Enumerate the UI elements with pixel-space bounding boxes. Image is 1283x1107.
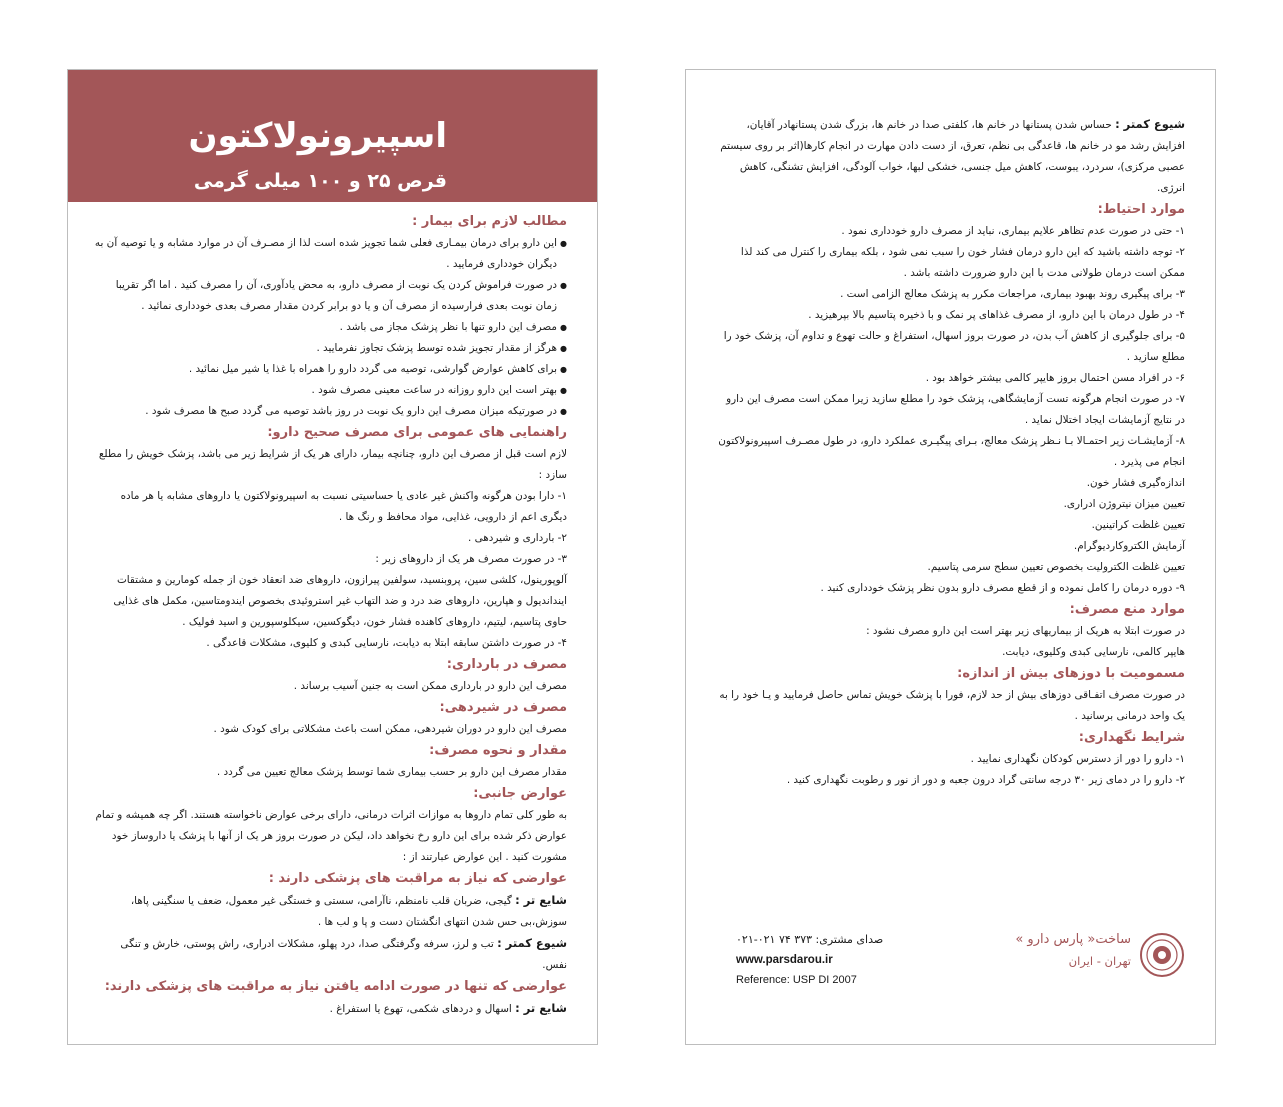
precaution-item: ۱- حتی در صورت عدم تظاهر علایم بیماری، نباید از مصرف دارو خودداری نمود . <box>841 225 1185 237</box>
manufacturer-city: تهران - ایران <box>1068 954 1131 968</box>
less-common-label-right: شیوع کمتر : <box>1115 117 1185 131</box>
patient-note-item: ● هرگز از مقدار تجویز شده توسط پزشک تجاوز نفرمایید . <box>94 338 567 359</box>
precaution-item: ۲- توجه داشته باشید که این دارو درمان فشار خون را سبب نمی شود ، بلکه بیماری را کنترل می کند لذا ممکن است درمان طولانی مدت با این دارو ضرورت داشته باشد . <box>740 246 1185 279</box>
drug-title: اسپیرونولاکتون <box>188 116 447 156</box>
overdose-heading: مسمومیت با دوزهای بیش از اندازه: <box>957 666 1185 681</box>
precautions-heading: موارد احتیاط: <box>1097 202 1185 217</box>
contact-block <box>736 930 936 990</box>
less-common-continued <box>714 114 1185 199</box>
usage-intro: لازم است قبل از مصرف این دارو، چنانچه بیمار، دارای هر یک از شرایط زیر می باشد، پزشک خویش را مطلع سازد : <box>98 448 567 481</box>
patient-note-item: ● برای کاهش عوارض گوارشی، توصیه می گردد دارو را همراه با غذا یا شیر میل نمائید . <box>94 359 567 380</box>
contraindications-text: در صورت ابتلا به هریک از بیماریهای زیر بهتر است این دارو مصرف نشود : <box>866 625 1185 637</box>
persistent-effects <box>94 998 567 1020</box>
manufacturer-name: ساخت« پارس دارو » <box>1015 932 1131 947</box>
patient-notes-heading: مطالب لازم برای بیمار : <box>412 214 567 229</box>
pars-darou-seal-icon <box>1139 932 1185 978</box>
attention-effects-heading: عوارضی که نیاز به مراقبت های پزشکی دارند : <box>268 871 567 886</box>
persistent-text: اسهال و دردهای شکمی، تهوع یا استفراغ . <box>329 1003 512 1015</box>
precaution-item: ۸- آزمایشـات زیر احتمـالا بـا نـظر پزشک معالج، بـرای پیگیـری عملکرد دارو، در طول مصـرف اسپیرونولاکتون انجام می پذیرد . <box>718 435 1185 468</box>
drug-strength-subtitle: قرص ۲۵ و ۱۰۰ میلی گرمی <box>193 170 447 192</box>
usage-condition-item: ۴- در صورت داشتن سابقه ابتلا به دیابت، نارسایی کبدی و کلیوی، مشکلات قاعدگی . <box>206 637 567 649</box>
usage-guide-heading: راهنمایی های عمومی برای مصرف صحیح دارو: <box>267 425 567 440</box>
patient-note-item: ● مصرف این دارو تنها با نظر پزشک مجاز می باشد . <box>94 317 567 338</box>
storage-item: ۲- دارو را در دمای زیر ۳۰ درجه سانتی گراد درون جعبه و دور از نور و رطوبت نگهداری کنید . <box>786 774 1185 786</box>
side-effects-text: به طور کلی تمام داروها به موازات اثرات درمانی، دارای برخی عوارض ناخواسته هستند. اگر چه همیشه و تمام عوارض ذکر شده برای این دارو رخ نخواهد داد، لیکن در صورت بروز هر یک از آنها با پزشک یا داروساز خود مشورت کنید . این عوارض عبارتند از : <box>95 809 567 863</box>
precaution-item: ۴- در طول درمان با این دارو، از مصرف غذاهای پر نمک و با ذخیره پتاسیم بالا بپرهیزید . <box>808 309 1185 321</box>
less-common-effects <box>94 933 567 976</box>
precaution-item: ۳- برای پیگیری روند بهبود بیماری، مراجعات مکرر به پزشک معالج الزامی است . <box>840 288 1185 300</box>
contraindications-list: هایپر کالمی، نارسایی کبدی وکلیوی، دیابت. <box>1002 646 1185 658</box>
pregnancy-text: مصرف این دارو در بارداری ممکن است به جنین آسیب برساند . <box>293 680 567 692</box>
manufacturer-block <box>985 930 1185 986</box>
patient-note-item: ● بهتر است این دارو روزانه در ساعت معینی مصرف شود . <box>94 380 567 401</box>
right-leaflet-page <box>685 69 1216 1045</box>
lab-test-item: تعیین میزان نیتروژن ادراری. <box>1063 498 1185 510</box>
dosage-text: مقدار مصرف این دارو بر حسب بیماری شما توسط پزشک معالج تعیین می گردد . <box>216 766 567 778</box>
patient-note-item: ● در صورت فراموش کردن یک نوبت از مصرف دارو، به محض یادآوری، آن را مصرف کنید . اما اگر تقریبا زمان نوبت بعدی فرارسیده از مصرف آن و یا دو برابر کردن مقدار مصرف بعدی خودداری نمائید . <box>94 275 567 317</box>
lactation-text: مصرف این دارو در دوران شیردهی، ممکن است باعث مشکلاتی برای کودک شود . <box>213 723 567 735</box>
common-effects <box>94 890 567 933</box>
lactation-heading: مصرف در شیردهی: <box>439 700 567 715</box>
lab-test-item: آزمایش الکتروکاردیوگرام. <box>1073 540 1185 552</box>
common-text: گیجی، ضربان قلب نامنظم، ناآرامی، سستی و خستگی غیر معمول، ضعف یا سنگینی پاها، سوزش،بی حس شدن انتهای انگشتان دست و پا و لب ها . <box>130 895 567 928</box>
website-link[interactable]: www.parsdarou.ir <box>736 954 833 966</box>
contraindications-heading: موارد منع مصرف: <box>1069 602 1185 617</box>
persistent-effects-heading: عوارضی که تنها در صورت ادامه یافتن نیاز به مراقبت های پزشکی دارند: <box>104 979 567 994</box>
usage-conditions-list <box>94 486 567 654</box>
precaution-9: ۹- دوره درمان را کامل نموده و از قطع مصرف دارو بدون نظر پزشک خودداری کنید . <box>820 582 1185 594</box>
left-content <box>94 211 567 1020</box>
left-leaflet-page <box>67 69 598 1045</box>
lab-test-item: اندازه‌گیری فشار خون. <box>1086 477 1185 489</box>
precaution-item: ۶- در افراد مسن احتمال بروز هایپر کالمی بیشتر خواهد بود . <box>925 372 1185 384</box>
patient-note-item: ● در صورتیکه میزان مصرف این دارو یک نوبت در روز باشد توصیه می گردد صبح ها مصرف شود . <box>94 401 567 422</box>
storage-list <box>714 749 1185 791</box>
right-content <box>714 114 1185 791</box>
storage-heading: شرایط نگهداری: <box>1078 730 1185 745</box>
precaution-item: ۷- در صورت انجام هرگونه تست آزمایشگاهی، پزشک خود را مطلع سازید زیرا ممکن است مصرف این دارو در نتایج آزمایشات ایجاد اختلال نماید . <box>726 393 1185 426</box>
persistent-label: شایع تر : <box>515 1001 567 1015</box>
precautions-list <box>714 221 1185 473</box>
usage-condition-item: آلوپورینول، کلشی سین، پروبنسید، سولفین پیرازون، داروهای ضد انعقاد خون از جمله کومارین و مشتقات ایندانديول و هپارین، داروهای ضد درد و ضد التهاب غیر استروئیدی بخصوص ایندومتاسین، مکمل های غذایی حاوی پتاسیم، لیتیم، داروهای کاهنده فشار خون، دیگوکسین، سیکلوسپورین و اسید فولیک . <box>113 574 567 628</box>
manufacturer-footer <box>736 930 1185 990</box>
common-label: شایع تر : <box>515 893 567 907</box>
patient-notes-list <box>94 233 567 422</box>
usage-condition-item: ۲- بارداری و شیردهی . <box>468 532 567 544</box>
patient-note-item: ● این دارو برای درمان بیمـاری فعلی شما تجویز شده است لذا از مصـرف آن در موارد مشابه و یا توصیه آن به دیگران خودداری فرمایید . <box>94 233 567 275</box>
storage-item: ۱- دارو را دور از دسترس کودکان نگهداری نمایید . <box>970 753 1185 765</box>
reference-note: Reference: USP DI 2007 <box>736 974 857 986</box>
less-common-text-right: حساس شدن پستانها در خانم ها، کلفتی صدا در خانم ها، بزرگ شدن پستانهادر آقایان، افزایش رشد مو در خانم ها، قاعدگی بی نظم، تعرق، از دست دادن مهارت در انجام کارها(اثر بر روی سیستم عصبی مرکزی)، سردرد، یبوست، کاهش میل جنسی، خشکی لبها، خواب آلودگی، افزایش تشنگی، کاهش انرژی. <box>720 119 1185 194</box>
less-common-label: شیوع کمتر : <box>497 936 567 950</box>
lab-tests-list <box>714 473 1185 578</box>
usage-condition-item: ۱- دارا بودن هرگونه واکنش غیر عادی یا حساسیتی نسبت به اسپیرونولاکتون یا داروهای مشابه یا هر ماده دیگری اعم از دارویی، غذایی، مواد محافظ و رنگ ها . <box>120 490 567 523</box>
usage-condition-item: ۳- در صورت مصرف هر یک از داروهای زیر : <box>375 553 567 565</box>
overdose-text: در صورت مصرف اتفـاقی دوزهای بیش از حد لازم، فورا با پزشک خویش تماس حاصل فرمایید و یـا خود را به یک واحد درمانی برسانید . <box>719 689 1185 722</box>
pregnancy-heading: مصرف در بارداری: <box>446 657 567 672</box>
precaution-item: ۵- برای جلوگیری از کاهش آب بدن، در صورت بروز اسهال، استفراغ و حالت تهوع و تداوم آن، پزشک خود را مطلع سازید . <box>723 330 1185 363</box>
lab-test-item: تعیین غلظت کراتینین. <box>1091 519 1185 531</box>
less-common-text: تب و لرز، سرفه وگرفتگی صدا، درد پهلو، مشکلات ادراری، راش پوستی، خارش و تنگی نفس. <box>120 938 567 971</box>
lab-test-item: تعیین غلظت الکترولیت بخصوص تعیین سطح سرمی پتاسیم. <box>927 561 1185 573</box>
title-banner <box>68 70 597 202</box>
customer-phone: صدای مشتری: ۳۷۳ ۷۴ ۰۲۱-۰۲۱ <box>736 933 884 946</box>
dosage-heading: مقدار و نحوه مصرف: <box>429 743 567 758</box>
side-effects-heading: عوارض جانبی: <box>473 786 567 801</box>
